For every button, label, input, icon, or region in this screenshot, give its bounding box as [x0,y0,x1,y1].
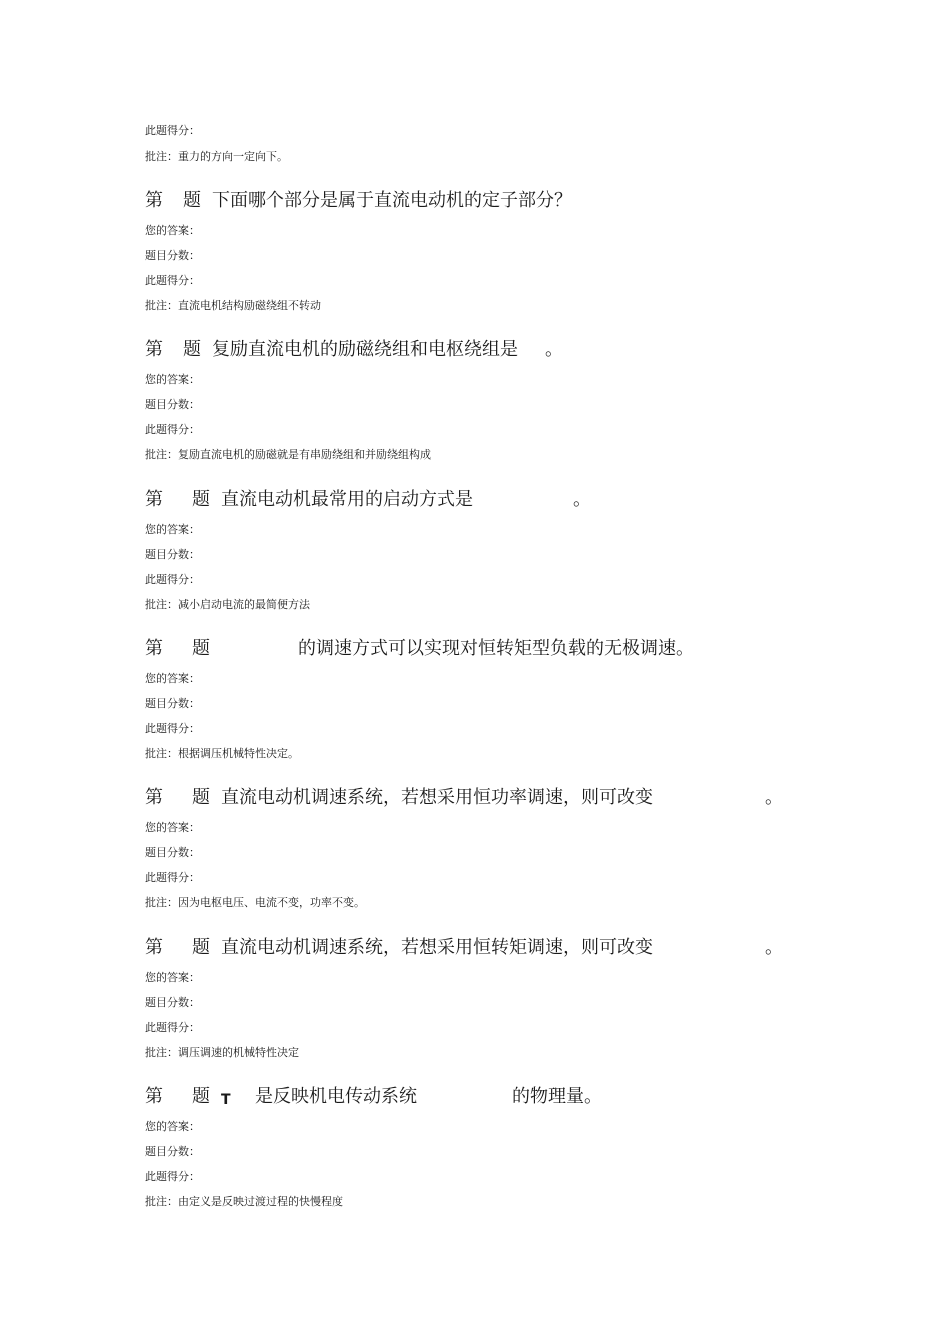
note: 批注：根据调压机械特性决定。 [145,747,299,760]
answer-label: 您的答案： [145,672,200,685]
points-label: 题目分数： [145,548,200,561]
answer-label: 您的答案： [145,224,200,237]
question-end-mark: 。 [573,489,591,510]
question-title [145,338,925,362]
question-prefix: 第 [145,1086,163,1107]
answer-label: 您的答案： [145,821,200,834]
question-text: 下面哪个部分是属于直流电动机的定子部分？ [212,190,572,211]
score-label: 此题得分： [145,722,200,735]
question-title [145,1085,925,1109]
question-text: 直流电动机调速系统，若想采用恒功率调速，则可改变 [221,787,653,808]
question-title [145,189,925,213]
question-suffix: 题 [183,339,201,360]
score-label: 此题得分： [145,124,200,137]
score-label: 此题得分： [145,1170,200,1183]
question-suffix: 题 [192,937,210,958]
question-text: 的调速方式可以实现对恒转矩型负载的无极调速。 [298,638,694,659]
points-label: 题目分数： [145,1145,200,1158]
score-label: 此题得分： [145,423,200,436]
answer-label: 您的答案： [145,523,200,536]
question-end-mark: 。 [765,787,783,808]
note: 批注：直流电机结构励磁绕组不转动 [145,299,321,312]
question-prefix: 第 [145,339,163,360]
answer-label: 您的答案： [145,373,200,386]
question-title [145,488,925,512]
question-prefix: 第 [145,787,163,808]
note: 批注：调压调速的机械特性决定 [145,1046,299,1059]
question-text: 复励直流电机的励磁绕组和电枢绕组是 [212,339,518,360]
note: 批注：因为电枢电压、电流不变，功率不变。 [145,896,365,909]
question-text: 直流电动机最常用的启动方式是 [221,489,473,510]
points-label: 题目分数： [145,398,200,411]
question-prefix: 第 [145,489,163,510]
question-text: 是反映机电传动系统 [255,1086,417,1107]
score-label: 此题得分： [145,1021,200,1034]
note: 批注：由定义是反映过渡过程的快慢程度 [145,1195,343,1208]
points-label: 题目分数： [145,249,200,262]
note: 批注：重力的方向一定向下。 [145,150,288,163]
score-label: 此题得分： [145,274,200,287]
question-suffix: 题 [183,190,201,211]
answer-label: 您的答案： [145,1120,200,1133]
note: 批注：复励直流电机的励磁就是有串励绕组和并励绕组构成 [145,448,431,461]
points-label: 题目分数： [145,697,200,710]
question-end-mark: 。 [545,339,563,360]
question-suffix: 题 [192,787,210,808]
question-suffix: 题 [192,489,210,510]
question-prefix: 第 [145,190,163,211]
question-text: 直流电动机调速系统，若想采用恒转矩调速，则可改变 [221,937,653,958]
score-label: 此题得分： [145,871,200,884]
question-title [145,786,925,810]
question-suffix: 题 [192,638,210,659]
question-text-end: 的物理量。 [512,1086,602,1107]
tau-symbol: T [221,1092,231,1108]
question-suffix: 题 [192,1086,210,1107]
note: 批注：减小启动电流的最简便方法 [145,598,310,611]
question-end-mark: 。 [765,937,783,958]
answer-label: 您的答案： [145,971,200,984]
question-title [145,637,925,661]
score-label: 此题得分： [145,573,200,586]
points-label: 题目分数： [145,846,200,859]
question-prefix: 第 [145,638,163,659]
question-prefix: 第 [145,937,163,958]
points-label: 题目分数： [145,996,200,1009]
question-title [145,936,925,960]
